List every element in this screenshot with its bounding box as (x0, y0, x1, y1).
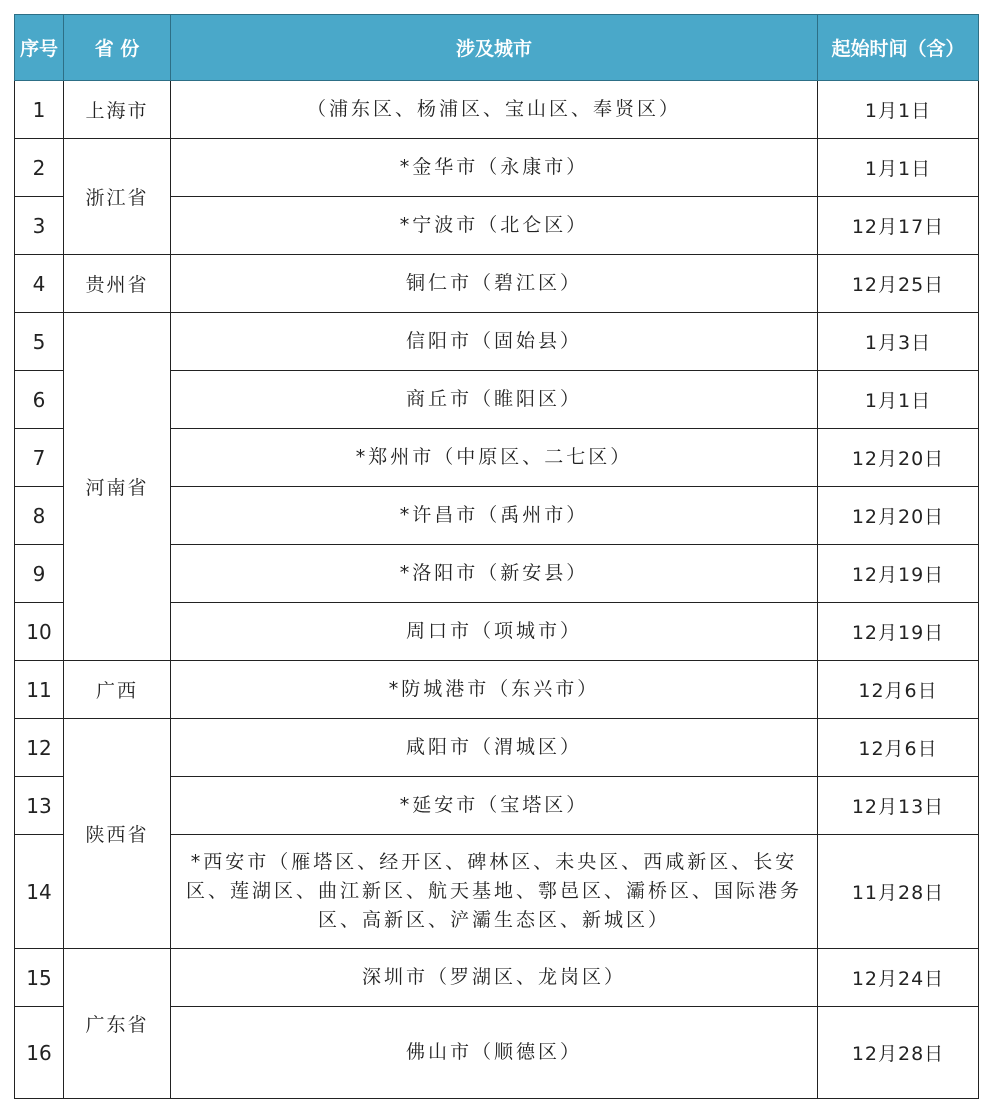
row-province: 贵州省 (64, 255, 171, 313)
row-city: 商丘市（睢阳区） (171, 371, 818, 429)
row-index: 5 (15, 313, 64, 371)
row-city: 信阳市（固始县） (171, 313, 818, 371)
table-row (15, 719, 979, 777)
row-date: 12月25日 (818, 255, 979, 313)
row-date: 1月3日 (818, 313, 979, 371)
table-header-row (15, 15, 979, 81)
row-city: 周口市（项城市） (171, 603, 818, 661)
row-index: 11 (15, 661, 64, 719)
row-date: 12月24日 (818, 949, 979, 1007)
table-wrapper (14, 14, 979, 1099)
row-city: 咸阳市（渭城区） (171, 719, 818, 777)
affected-cities-table (14, 14, 979, 1099)
row-city: 佛山市（顺德区） (171, 1007, 818, 1099)
row-index: 6 (15, 371, 64, 429)
row-city: 铜仁市（碧江区） (171, 255, 818, 313)
row-province: 广东省 (64, 949, 171, 1099)
row-index: 15 (15, 949, 64, 1007)
row-index: 13 (15, 777, 64, 835)
row-date: 12月19日 (818, 603, 979, 661)
table-row (15, 255, 979, 313)
row-date: 1月1日 (818, 371, 979, 429)
row-city: *延安市（宝塔区） (171, 777, 818, 835)
row-date: 12月20日 (818, 487, 979, 545)
row-city: （浦东区、杨浦区、宝山区、奉贤区） (171, 81, 818, 139)
row-index: 4 (15, 255, 64, 313)
table-row (15, 81, 979, 139)
row-index: 9 (15, 545, 64, 603)
row-province: 广西 (64, 661, 171, 719)
header-city: 涉及城市 (171, 15, 818, 81)
row-city: *金华市（永康市） (171, 139, 818, 197)
header-index: 序号 (15, 15, 64, 81)
row-index: 1 (15, 81, 64, 139)
row-index: 3 (15, 197, 64, 255)
table-row (15, 139, 979, 197)
row-province: 陕西省 (64, 719, 171, 949)
header-date: 起始时间（含） (818, 15, 979, 81)
row-city: *许昌市（禹州市） (171, 487, 818, 545)
table-row (15, 313, 979, 371)
row-index: 7 (15, 429, 64, 487)
row-city: *宁波市（北仑区） (171, 197, 818, 255)
row-city: *防城港市（东兴市） (171, 661, 818, 719)
row-province: 河南省 (64, 313, 171, 661)
row-province: 浙江省 (64, 139, 171, 255)
row-date: 12月28日 (818, 1007, 979, 1099)
row-date: 12月13日 (818, 777, 979, 835)
row-index: 12 (15, 719, 64, 777)
row-date: 12月20日 (818, 429, 979, 487)
row-city: 深圳市（罗湖区、龙岗区） (171, 949, 818, 1007)
row-city: *西安市（雁塔区、经开区、碑林区、未央区、西咸新区、长安区、莲湖区、曲江新区、航天基地、鄠邑区、灞桥区、国际港务区、高新区、浐灞生态区、新城区） (171, 835, 818, 949)
row-index: 10 (15, 603, 64, 661)
row-city: *洛阳市（新安县） (171, 545, 818, 603)
table-row (15, 661, 979, 719)
row-date: 1月1日 (818, 139, 979, 197)
row-date: 11月28日 (818, 835, 979, 949)
row-index: 14 (15, 835, 64, 949)
row-index: 16 (15, 1007, 64, 1099)
row-date: 12月6日 (818, 661, 979, 719)
row-index: 2 (15, 139, 64, 197)
row-date: 12月17日 (818, 197, 979, 255)
row-date: 1月1日 (818, 81, 979, 139)
table-row (15, 949, 979, 1007)
row-index: 8 (15, 487, 64, 545)
row-date: 12月19日 (818, 545, 979, 603)
header-province: 省 份 (64, 15, 171, 81)
row-date: 12月6日 (818, 719, 979, 777)
row-city: *郑州市（中原区、二七区） (171, 429, 818, 487)
row-province: 上海市 (64, 81, 171, 139)
